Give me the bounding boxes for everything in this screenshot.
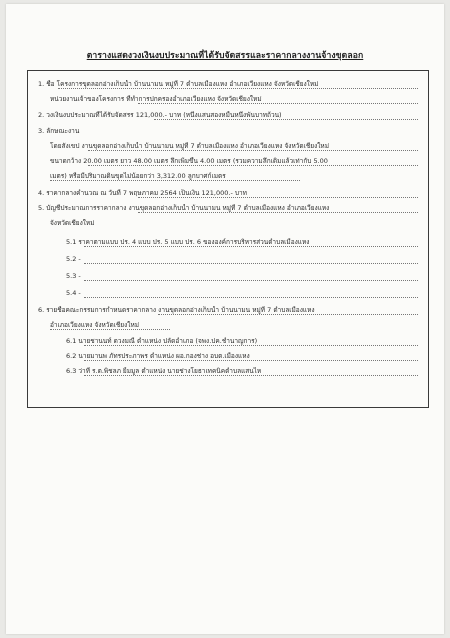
item-1-project-name: 1. ชื่อ โครงการขุดลอกอ่างเก็บน้ำ บ้านนามน หมู่ที่ 7 ตำบลเมืองแหง อำเภอเวียงแหง จังหวัดเชียงใหม่: [38, 80, 319, 88]
form-box: [27, 70, 429, 408]
item-1-agency: หน่วยงานเจ้าของโครงการ ที่ทำการปกครองอำเภอเวียงแหง จังหวัดเชียงใหม่: [50, 95, 262, 103]
dotted-line: [50, 329, 170, 330]
item-6-3: 6.3 ว่าที่ ร.ต.พิชลภ ยิ้มมูล ตำแหน่ง นายช่างโยธาเทคนิคตำบลแสนไห: [66, 367, 262, 375]
dotted-line: [50, 180, 300, 181]
dotted-line: [84, 297, 418, 298]
dotted-line: [84, 375, 418, 376]
dotted-line: [84, 345, 418, 346]
item-6-heading: 6. รายชื่อคณะกรรมการกำหนดราคากลาง งานขุดลอกอ่างเก็บน้ำ บ้านนามน หมู่ที่ 7 ตำบลเมืองแหง: [38, 306, 315, 314]
page-title: ตารางแสดงวงเงินงบประมาณที่ได้รับจัดสรรและราคากลางงานจ้างขุดลอก: [86, 51, 364, 61]
dotted-line: [84, 360, 418, 361]
item-3-heading: 3. ลักษณะงาน: [38, 127, 80, 135]
dotted-line: [138, 103, 418, 104]
dotted-line: [84, 280, 418, 281]
item-5-4: 5.4 -: [66, 289, 81, 297]
item-5-province: จังหวัดเชียงใหม่: [50, 219, 95, 227]
item-4-price-date: 4. ราคากลางคำนวณ ณ วันที่ 7 พฤษภาคม 2564 เป็นเงิน 121,000.- บาท: [38, 189, 247, 197]
dotted-line: [58, 88, 418, 89]
item-3-dimensions: ขนาดกว้าง 20.00 เมตร ยาว 48.00 เมตร ลึกเพิ่มขึ้น 4.00 เมตร (รวมความลึกเดิมแล้วเท่ากับ 5.00: [50, 157, 328, 165]
dotted-line: [158, 314, 418, 315]
item-3-volume: เมตร) หรือมีปริมาณดินขุดไม่น้อยกว่า 3,312.00 ลูกบาศก์เมตร: [50, 172, 226, 180]
item-2-budget: 2. วงเงินงบประมาณที่ได้รับจัดสรร 121,000.- บาท (หนึ่งแสนสองหมื่นหนึ่งพันบาทถ้วน): [38, 111, 282, 119]
item-6-district: อำเภอเวียงแหง จังหวัดเชียงใหม่: [50, 321, 140, 329]
item-6-1: 6.1 นายชานนท์ ดวงมณี ตำแหน่ง ปลัดอำเภอ (จพง.ปค.ชำนาญการ): [66, 337, 258, 345]
dotted-line: [88, 150, 418, 151]
document-page: [6, 4, 444, 634]
item-6-2: 6.2 นายมานพ ภัทรประภาพร ตำแหน่ง ผอ.กองช่าง อบต.เมืองแหง: [66, 352, 250, 360]
dotted-line: [138, 212, 418, 213]
dotted-line: [154, 119, 418, 120]
item-5-1: 5.1 ราคาตามแบบ ปร. 4 แบบ ปร. 5 แบบ ปร. 6 ขององค์การบริหารส่วนตำบลเมืองแหง: [66, 238, 310, 246]
dotted-line: [138, 197, 418, 198]
item-3-description: โดยสังเขป งานขุดลอกอ่างเก็บน้ำ บ้านนามน หมู่ที่ 7 ตำบลเมืองแหง อำเภอเวียงแหง จังหวัดเชียงใหม่: [50, 142, 329, 150]
dotted-line: [88, 165, 418, 166]
item-5-3: 5.3 -: [66, 272, 81, 280]
item-5-heading: 5. บัญชีประมาณการราคากลาง งานขุดลอกอ่างเก็บน้ำ บ้านนามน หมู่ที่ 7 ตำบลเมืองแหง อำเภอเวียงแหง: [38, 204, 330, 212]
item-5-2: 5.2 -: [66, 255, 81, 263]
dotted-line: [84, 246, 418, 247]
dotted-line: [84, 263, 418, 264]
